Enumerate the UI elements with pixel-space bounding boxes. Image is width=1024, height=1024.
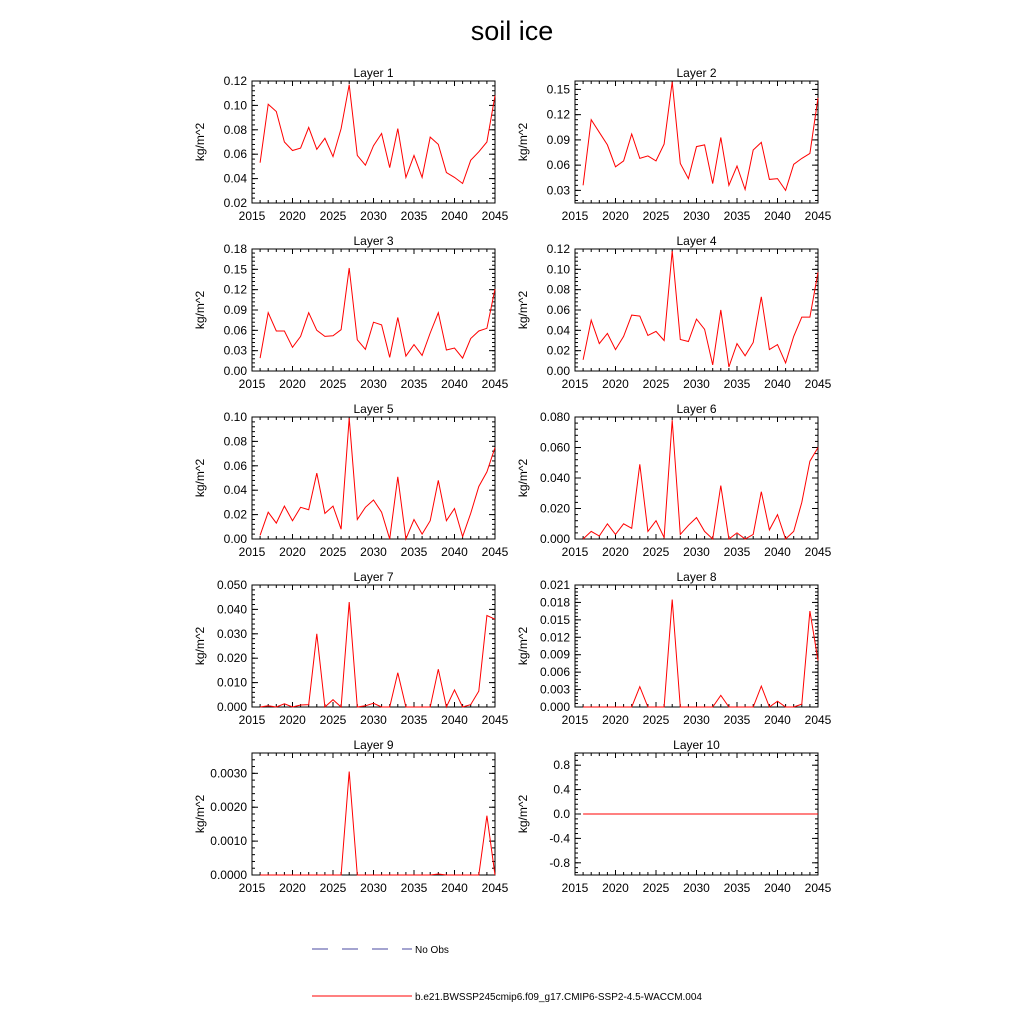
- y-tick-label: 0.003: [539, 682, 570, 697]
- x-tick-label: 2045: [804, 881, 832, 895]
- x-tick-label: 2045: [804, 377, 832, 391]
- x-tick-label: 2045: [804, 545, 832, 559]
- y-tick-label: 0.4: [553, 782, 570, 797]
- x-tick-label: 2015: [238, 377, 266, 391]
- x-tick-label: 2020: [602, 209, 629, 223]
- panel-layer-10: [516, 738, 832, 895]
- x-tick-label: 2030: [360, 545, 387, 559]
- x-tick-label: 2015: [238, 545, 266, 559]
- y-tick-label: 0.09: [546, 132, 570, 147]
- x-tick-label: 2030: [683, 713, 710, 727]
- x-tick-label: 2025: [319, 377, 347, 391]
- x-tick-label: 2035: [723, 377, 751, 391]
- panel-title: Layer 7: [353, 570, 394, 584]
- x-tick-label: 2035: [723, 209, 751, 223]
- x-tick-label: 2045: [481, 545, 509, 559]
- x-tick-label: 2040: [441, 377, 468, 391]
- y-tick-label: 0.00: [223, 532, 247, 546]
- x-tick-label: 2045: [481, 209, 509, 223]
- series-line: [260, 85, 495, 184]
- panel-layer-5: [193, 402, 509, 559]
- x-tick-label: 2040: [764, 209, 791, 223]
- x-tick-label: 2025: [319, 881, 347, 895]
- y-axis-label: kg/m^2: [516, 626, 530, 666]
- y-tick-label: 0.09: [223, 303, 247, 317]
- y-axis-label: kg/m^2: [193, 122, 207, 162]
- x-tick-label: 2035: [723, 545, 751, 559]
- y-tick-label: 0.00: [546, 364, 570, 378]
- x-tick-label: 2025: [642, 377, 670, 391]
- x-tick-label: 2025: [642, 881, 670, 895]
- plot-frame: [252, 585, 495, 707]
- plot-frame: [252, 81, 495, 203]
- y-tick-label: 0.0: [553, 807, 570, 821]
- y-tick-label: 0.0010: [210, 834, 247, 849]
- y-axis-label: kg/m^2: [516, 290, 530, 330]
- x-tick-label: 2030: [360, 377, 387, 391]
- legend-label-model: b.e21.BWSSP245cmip6.f09_g17.CMIP6-SSP2-4.5-WACCM.004: [415, 992, 702, 1003]
- panel-layer-6: [516, 402, 832, 559]
- y-tick-label: 0.009: [539, 647, 570, 662]
- y-tick-label: 0.08: [546, 282, 570, 297]
- y-tick-label: 0.020: [539, 501, 570, 516]
- y-tick-label: 0.006: [539, 665, 570, 680]
- x-tick-label: 2025: [642, 209, 670, 223]
- x-tick-label: 2020: [602, 377, 629, 391]
- y-tick-label: 0.10: [546, 262, 570, 277]
- x-tick-label: 2020: [279, 881, 306, 895]
- x-tick-label: 2025: [319, 209, 347, 223]
- series-line: [583, 251, 818, 367]
- y-tick-label: 0.08: [223, 122, 247, 137]
- panel-title: Layer 9: [353, 738, 394, 752]
- y-tick-label: -0.8: [549, 855, 570, 870]
- x-tick-label: 2020: [602, 545, 629, 559]
- plot-frame: [575, 585, 818, 707]
- y-tick-label: 0.060: [539, 440, 570, 455]
- x-tick-label: 2015: [238, 713, 266, 727]
- x-tick-label: 2040: [441, 881, 468, 895]
- x-tick-label: 2015: [561, 713, 589, 727]
- x-tick-label: 2035: [400, 209, 428, 223]
- y-axis-label: kg/m^2: [516, 794, 530, 834]
- plot-frame: [252, 753, 495, 875]
- panel-title: Layer 4: [676, 234, 717, 248]
- panel-layer-3: [193, 234, 509, 391]
- series-line: [260, 418, 495, 539]
- panel-title: Layer 10: [673, 738, 720, 752]
- x-tick-label: 2015: [238, 209, 266, 223]
- panel-title: Layer 6: [676, 402, 717, 416]
- series-line: [583, 420, 818, 539]
- x-tick-label: 2035: [723, 713, 751, 727]
- y-tick-label: 0.03: [223, 343, 247, 358]
- y-tick-label: 0.08: [223, 434, 247, 449]
- series-line: [260, 772, 495, 875]
- y-tick-label: 0.030: [216, 626, 247, 641]
- y-tick-label: 0.04: [223, 171, 247, 186]
- y-tick-label: 0.03: [546, 183, 570, 198]
- x-tick-label: 2045: [804, 209, 832, 223]
- x-tick-label: 2015: [561, 209, 589, 223]
- panel-layer-7: [193, 570, 509, 727]
- y-tick-label: 0.0000: [210, 868, 247, 882]
- y-tick-label: 0.0020: [210, 800, 247, 815]
- x-tick-label: 2015: [561, 545, 589, 559]
- panel-layer-2: [516, 66, 832, 223]
- y-tick-label: 0.02: [546, 343, 570, 358]
- x-tick-label: 2045: [481, 377, 509, 391]
- y-tick-label: 0.15: [223, 262, 247, 277]
- series-line: [583, 82, 818, 191]
- y-tick-label: 0.0030: [210, 766, 247, 781]
- x-tick-label: 2040: [764, 545, 791, 559]
- x-tick-label: 2020: [279, 209, 306, 223]
- panel-title: Layer 8: [676, 570, 717, 584]
- y-tick-label: 0.000: [539, 700, 570, 714]
- y-tick-label: 0.12: [223, 74, 247, 88]
- series-line: [583, 600, 818, 708]
- y-tick-label: 0.021: [539, 578, 570, 592]
- legend: [312, 945, 702, 1003]
- y-tick-label: 0.02: [223, 196, 247, 210]
- y-tick-label: 0.000: [539, 532, 570, 546]
- y-tick-label: 0.000: [216, 700, 247, 714]
- x-tick-label: 2025: [642, 713, 670, 727]
- y-tick-label: 0.080: [539, 410, 570, 424]
- y-tick-label: 0.06: [223, 323, 247, 338]
- y-axis-label: kg/m^2: [193, 458, 207, 498]
- x-tick-label: 2030: [360, 881, 387, 895]
- y-tick-label: 0.12: [546, 107, 570, 122]
- panel-layer-8: [516, 570, 832, 727]
- x-tick-label: 2035: [400, 545, 428, 559]
- x-tick-label: 2020: [279, 377, 306, 391]
- y-tick-label: 0.06: [546, 158, 570, 173]
- x-tick-label: 2040: [441, 209, 468, 223]
- panel-layer-9: [193, 738, 509, 895]
- y-tick-label: 0.04: [223, 483, 247, 498]
- y-tick-label: 0.18: [223, 242, 247, 256]
- y-axis-label: kg/m^2: [193, 794, 207, 834]
- plot-frame: [575, 417, 818, 539]
- x-tick-label: 2020: [602, 713, 629, 727]
- x-tick-label: 2015: [561, 881, 589, 895]
- y-tick-label: 0.12: [223, 282, 247, 297]
- y-tick-label: 0.015: [539, 612, 570, 627]
- x-tick-label: 2020: [602, 881, 629, 895]
- x-tick-label: 2015: [238, 881, 266, 895]
- figure-title: soil ice: [470, 16, 554, 46]
- x-tick-label: 2045: [481, 881, 509, 895]
- x-tick-label: 2035: [723, 881, 751, 895]
- x-tick-label: 2040: [441, 545, 468, 559]
- y-tick-label: 0.040: [216, 602, 247, 617]
- x-tick-label: 2020: [279, 545, 306, 559]
- y-tick-label: 0.10: [223, 410, 247, 424]
- y-tick-label: 0.04: [546, 323, 570, 338]
- y-tick-label: 0.02: [223, 507, 247, 522]
- panel-title: Layer 1: [353, 66, 394, 80]
- y-tick-label: 0.15: [546, 82, 570, 97]
- x-tick-label: 2030: [683, 545, 710, 559]
- x-tick-label: 2035: [400, 881, 428, 895]
- y-tick-label: 0.050: [216, 578, 247, 592]
- plot-frame: [252, 417, 495, 539]
- x-tick-label: 2025: [319, 713, 347, 727]
- y-axis-label: kg/m^2: [516, 458, 530, 498]
- x-tick-label: 2040: [441, 713, 468, 727]
- panel-title: Layer 2: [676, 66, 717, 80]
- y-axis-label: kg/m^2: [516, 122, 530, 162]
- x-tick-label: 2030: [683, 209, 710, 223]
- y-tick-label: 0.06: [546, 303, 570, 317]
- x-tick-label: 2035: [400, 377, 428, 391]
- y-tick-label: -0.4: [549, 831, 570, 846]
- x-tick-label: 2025: [319, 545, 347, 559]
- y-tick-label: 0.010: [216, 675, 247, 690]
- x-tick-label: 2030: [360, 209, 387, 223]
- y-tick-label: 0.020: [216, 651, 247, 666]
- y-tick-label: 0.012: [539, 630, 570, 645]
- x-tick-label: 2040: [764, 713, 791, 727]
- x-tick-label: 2045: [481, 713, 509, 727]
- panel-title: Layer 3: [353, 234, 394, 248]
- y-tick-label: 0.06: [223, 147, 247, 162]
- panel-layer-4: [516, 234, 832, 391]
- x-tick-label: 2040: [764, 881, 791, 895]
- x-tick-label: 2045: [804, 713, 832, 727]
- x-tick-label: 2035: [400, 713, 428, 727]
- legend-label-no-obs: No Obs: [415, 945, 449, 956]
- x-tick-label: 2015: [561, 377, 589, 391]
- series-line: [260, 268, 495, 358]
- y-axis-label: kg/m^2: [193, 626, 207, 666]
- panel-layer-1: [193, 66, 509, 223]
- series-line: [260, 602, 495, 707]
- y-tick-label: 0.8: [553, 758, 570, 773]
- x-tick-label: 2040: [764, 377, 791, 391]
- x-tick-label: 2030: [683, 881, 710, 895]
- y-axis-label: kg/m^2: [193, 290, 207, 330]
- y-tick-label: 0.040: [539, 471, 570, 485]
- y-tick-label: 0.00: [223, 364, 247, 378]
- y-tick-label: 0.12: [546, 242, 570, 256]
- x-tick-label: 2030: [683, 377, 710, 391]
- y-tick-label: 0.06: [223, 458, 247, 473]
- x-tick-label: 2025: [642, 545, 670, 559]
- y-tick-label: 0.018: [539, 595, 570, 610]
- y-tick-label: 0.10: [223, 98, 247, 113]
- x-tick-label: 2030: [360, 713, 387, 727]
- panel-title: Layer 5: [353, 402, 394, 416]
- x-tick-label: 2020: [279, 713, 306, 727]
